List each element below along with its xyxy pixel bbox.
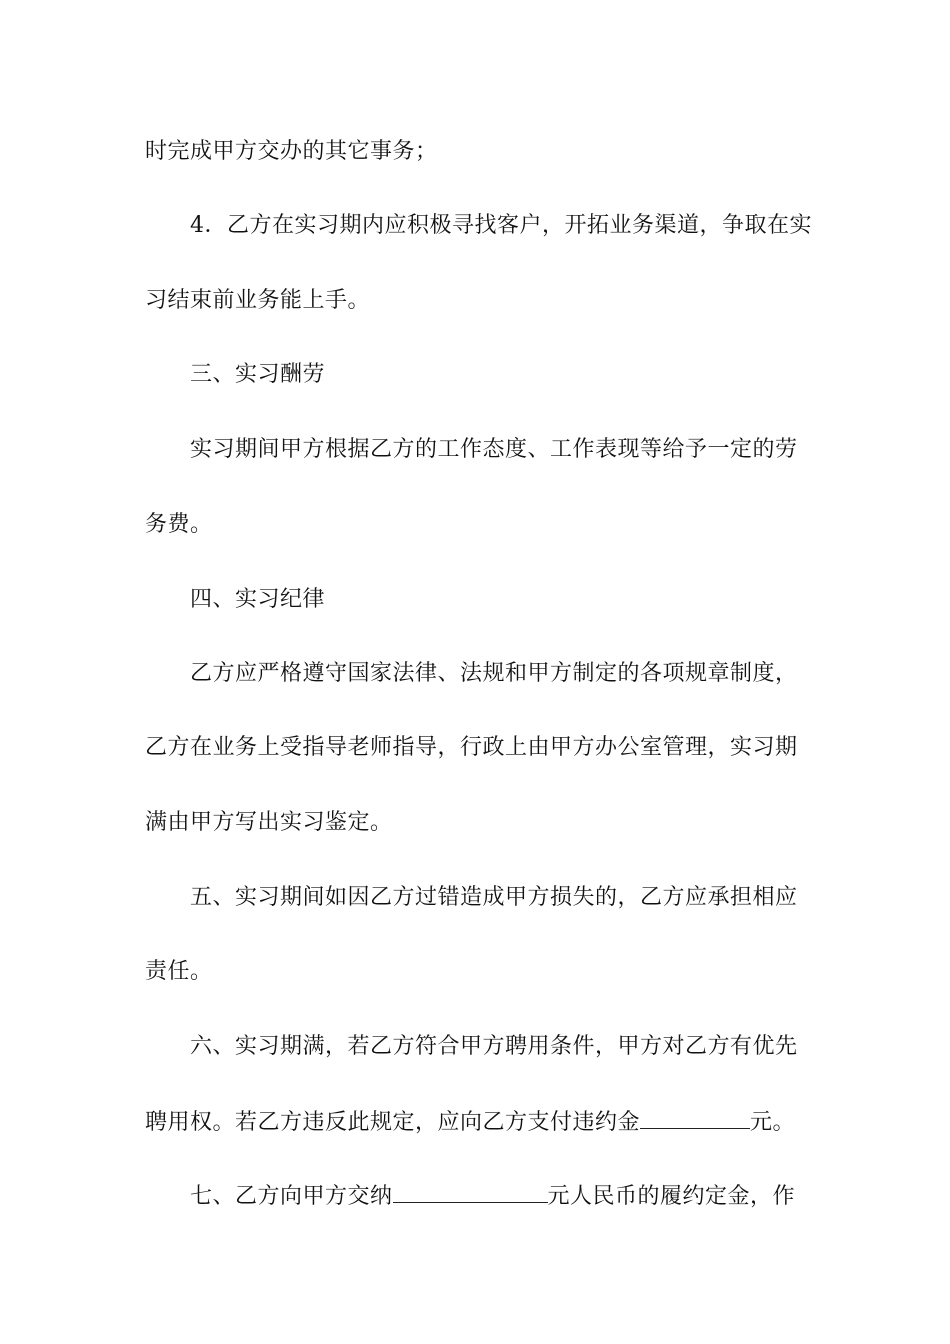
deposit-unit: 元人民币的履约定金，作 xyxy=(547,1184,796,1209)
penalty-amount-blank[interactable] xyxy=(640,1106,750,1129)
penalty-unit: 元。 xyxy=(750,1110,796,1135)
text-line: 责任。 xyxy=(145,959,213,984)
text-line: 时完成甲方交办的其它事务； xyxy=(145,139,438,164)
text-line: 务费。 xyxy=(145,512,213,537)
text-line: 实习期间甲方根据乙方的工作态度、工作表现等给予一定的劳 xyxy=(190,437,798,462)
text-line: 乙方应严格遵守国家法律、法规和甲方制定的各项规章制度， xyxy=(190,661,798,686)
penalty-line xyxy=(145,1106,795,1138)
text-line: 五、实习期间如因乙方过错造成甲方损失的，乙方应承担相应 xyxy=(190,885,798,910)
text-line: 六、实习期满，若乙方符合甲方聘用条件，甲方对乙方有优先 xyxy=(190,1034,798,1059)
penalty-text: 聘用权。若乙方违反此规定，应向乙方支付违约金 xyxy=(145,1110,641,1135)
text-line: 习结束前业务能上手。 xyxy=(145,288,371,313)
deposit-line xyxy=(190,1180,795,1212)
deposit-amount-blank[interactable] xyxy=(393,1180,548,1203)
section-heading: 四、实习纪律 xyxy=(190,587,326,612)
text-line: 乙方在业务上受指导老师指导，行政上由甲方办公室管理，实习期 xyxy=(145,735,798,760)
text-line: 4．乙方在实习期内应积极寻找客户，开拓业务渠道，争取在实 xyxy=(190,213,812,238)
section-heading: 三、实习酬劳 xyxy=(190,362,326,387)
text-line: 满由甲方写出实习鉴定。 xyxy=(145,810,393,835)
deposit-text: 七、乙方向甲方交纳 xyxy=(190,1184,393,1209)
